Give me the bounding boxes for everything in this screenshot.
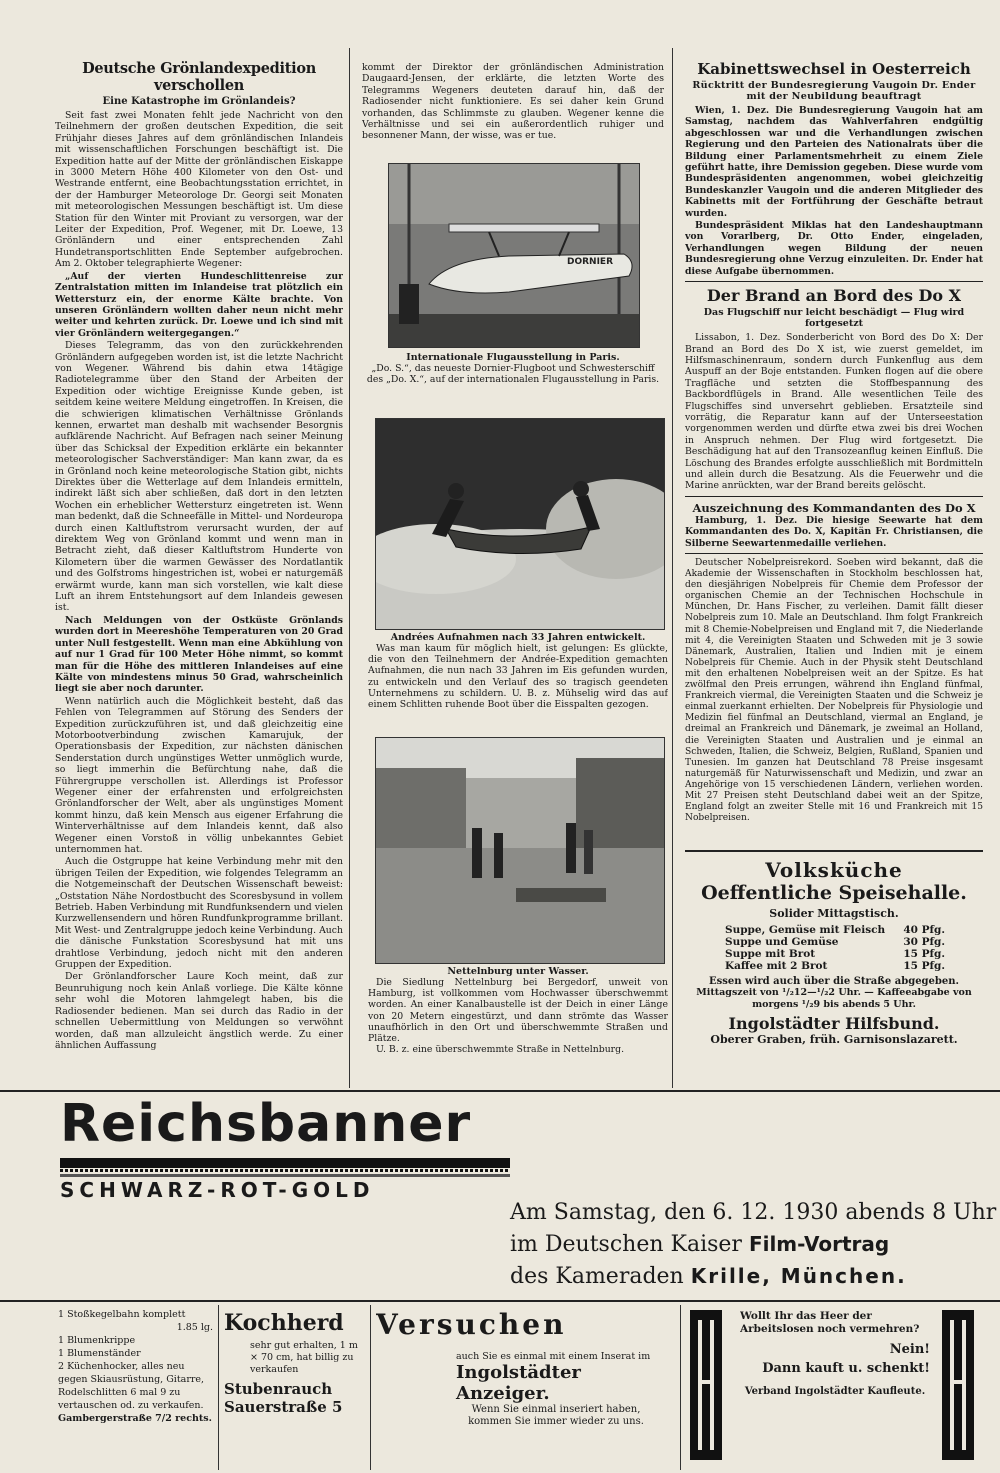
sale-item: gegen Skiausrüstung, Gitarre, Rodelschlitten 6 mal 9 zu vertauschen od. zu verkaufen. <box>58 1374 205 1411</box>
column-divider <box>680 1305 681 1470</box>
ad-address: Oberer Graben, früh. Garnisonslazarett. <box>710 1033 958 1046</box>
paragraph: kommt der Direktor der grönländischen Administration Daugaard-Jensen, der erklärte, die letzten Worte des Telegramms Wegeners deuteten darauf hin, daß der Radiosender nicht funktioniere. Es sei daher kein Grund vorhanden, das Schlimmste zu glauben. Wegener kenne die Verhältnisse und sei ein außerordentlich ruhiger und besonnener Mann, der wisse, was er tue. <box>362 62 664 142</box>
section-rule <box>0 1090 1000 1092</box>
ad-question: Wollt Ihr das Heer der Arbeitslosen noch vermehren? <box>740 1310 920 1335</box>
caption-title: Andrées Aufnahmen nach 33 Jahren entwickelt. <box>390 632 646 643</box>
ad-answer: Nein! <box>889 1342 930 1357</box>
paragraph: Hamburg, 1. Dez. Die hiesige Seewarte hat dem Kommandanten des Do. X, Kapitän Fr. Christiansen, die Silberne Seewartenmedaille verliehen. <box>685 514 983 549</box>
ad-kochherd <box>224 1310 364 1470</box>
sale-item: 1 Stoßkegelbahn komplett <box>58 1309 186 1320</box>
caption-title: Nettelnburg unter Wasser. <box>447 966 589 977</box>
sale-item-extra: 1.85 lg. <box>176 1322 213 1333</box>
sale-item: 1 Blumenkrippe <box>58 1335 136 1346</box>
caption-paris <box>362 352 664 416</box>
article-title-dox-fire: Der Brand an Bord des Do X <box>706 286 962 306</box>
ad-hours: Mittagszeit von ¹/₂12—¹/₂2 Uhr. — Kaffeeabgabe von morgens ¹/₂9 bis abends 5 Uhr. <box>696 987 972 1010</box>
paragraph: Der Grönlandforscher Laure Koch meint, daß zur Beunruhigung noch kein Anlaß vorliege. Die Kälte könne sehr wohl die Motoren lahmgelegt haben, bis die Radiosender bedienen. Man sei durch das Radio in der schnellen Uebermittlung von Meldungen so verwöhnt worden, daß man allzuleicht ängstlich werde. Zu einer ähnlichen Auffassung <box>55 971 343 1051</box>
caption-text: Was man kaum für möglich hielt, ist gelungen: Es glückte, die von den Teilnehmern der Andrée-Expedition gemachten Aufnahmen, die nun nach 33 Jahren im Eis gefunden wurden, zu entwickeln und den Verlauf des so tragisch geendeten Unternehmens zu schildern. U. B. z. Mühselig wird das auf einem Schlitten ruhende Boot über die Eisspalten gezogen. <box>368 643 668 711</box>
ad-title: Volksküche <box>765 858 903 882</box>
article-subtitle: Eine Katastrophe im Grönlandeis? <box>102 96 296 107</box>
article-title-dox-award: Auszeichnung des Kommandanten des Do X <box>692 500 976 515</box>
ad-text: sehr gut erhalten, 1 m × 70 cm, hat billig zu verkaufen <box>250 1340 358 1375</box>
reichsbanner-title: Reichsbanner <box>60 1094 472 1154</box>
sale-address: Gambergerstraße 7/2 rechts. <box>58 1413 212 1424</box>
sale-item: 1 Blumenständer <box>58 1348 141 1359</box>
section-rule <box>0 1300 1000 1302</box>
photo-lettering: DORNIER <box>567 257 614 267</box>
column-divider <box>370 1305 371 1470</box>
paragraph: Lissabon, 1. Dez. Sonderbericht von Bord des Do X: Der Brand an Bord des Do X ist, wie zuerst gemeldet, im Hilfsmaschinenraum, sondern durch Funkenflug aus dem Auspuff an der Boje entstanden. Funken flogen auf die obere Tragfläche und setzten die Stoffbespannung des Backbordflügels in Brand. Alle wesentlichen Teile des Flugschiffes sind unversehrt geblieben. Ersatzteile sind vorrätig, die Reparatur kann auf der Unterseestation vorgenommen werden und dürfte etwa zwei bis drei Wochen in Anspruch nehmen. Der Flug wird fortgesetzt. Die Beschädigung hat auf den Transozeanflug keinen Einfluß. Die Löschung des Brandes erfolgte ausschließlich mit Bordmitteln und allein durch die Besatzung. Als die Feuerwehr und die Marine anrückten, war der Brand bereits gelöscht. <box>685 332 983 492</box>
paragraph-nobel: Deutscher Nobelpreisrekord. Soeben wird bekannt, daß die Akademie der Wissenschaften in Stockholm beschlossen hat, den diesjährigen Nobelpreis für Chemie dem Professor der organischen Chemie an der Technischen Hochschule in München, Dr. Hans Fischer, zu verleihen. Damit fällt dieser Nobelpreis zum 10. Male an Deutschland. Ihm folgt Frankreich mit 8 Chemie-Nobelpreisen und England mit 7, die Niederlande mit 4, die Vereinigten Staaten und Schweden mit je 3 sowie Dänemark, Australien, Italien und Indien mit je einem Nobelpreis für Chemie. Auch in der Physik steht Deutschland mit den erhaltenen Nobelpreisen weit an der Spitze. Es hat zwölfmal den Preis errungen, während ihn England fünfmal, Frankreich viermal, die Vereinigten Staaten und die Schweiz je einmal zuerkannt erhielten. Der Nobelpreis für Physiologie und Medizin fiel fünfmal an Deutschland, viermal an England, je dreimal an Frankreich und Dänemark, je zweimal an Holland, die Vereinigten Staaten und Australien und je einmal an Schweden, Italien, die Schweiz, Belgien, Rußland, Spanien und Tunesien. Im ganzen hat Deutschland 78 Preise insgesamt naturgemäß für Naturwissenschaft und Medizin, und zwar an Angehörige von 15 verschiedenen Ländern, verliehen worden. Mit 27 Preisen steht Deutschland dabei weit an der Spitze, England folgt an zweiter Stelle mit 16 und Frankreich mit 15 Nobelpreisen. <box>685 558 983 824</box>
price-row: Suppe und Gemüse 30 Pfg. <box>725 936 945 948</box>
column-divider-1 <box>349 48 350 1088</box>
article-subtitle: Rücktritt der Bundesregierung Vaugoin Dr. Ender mit der Neubildung beauftragt <box>692 80 976 102</box>
ornament-graphic <box>686 1310 726 1460</box>
ad-ornament <box>686 1310 726 1460</box>
article-subtitle: Das Flugschiff nur leicht beschädigt — Flug wird fortgesetzt <box>703 307 965 330</box>
caption-text: Die Siedlung Nettelnburg bei Bergedorf, unweit von Hamburg, ist vollkommen vom Hochwasser überschwemmt worden. An einer Kanalbaustelle ist der Deich in einer Länge von 20 Metern eingestürzt, und dann strömte das Wasser unaufhörlich in den Ort und überschwemmte Straßen und Plätze. <box>368 977 668 1045</box>
sale-item: 2 Küchenhocker, alles neu <box>58 1361 185 1372</box>
column-news <box>685 60 983 850</box>
ad-subtitle: Solider Mittagstisch. <box>769 907 899 920</box>
ad-volkskueche <box>685 850 983 1084</box>
ad-versuchen <box>376 1308 676 1468</box>
article-greenland-expedition <box>55 60 343 1090</box>
caption-text: U. B. z. eine überschwemmte Straße in Nettelnburg. <box>376 1044 625 1056</box>
photo-dornier-flying-boat <box>388 163 640 348</box>
ad-title: Oeffentliche Speisehalle. <box>701 882 967 904</box>
article-title: Deutsche Grönlandexpedition verschollen <box>82 60 316 94</box>
ad-newspaper-name: Ingolstädter Anzeiger. <box>456 1362 581 1404</box>
banner-gray-stripe <box>60 1174 510 1177</box>
divider <box>685 496 983 497</box>
banner-black-stripe <box>60 1158 510 1168</box>
ad-organization: Ingolstädter Hilfsbund. <box>728 1014 940 1033</box>
divider <box>685 281 983 282</box>
ad-title: Kochherd <box>224 1310 344 1336</box>
price-list <box>725 924 945 972</box>
caption-nettelnburg <box>368 966 668 1091</box>
banner-hatched-stripe <box>60 1169 510 1172</box>
article-continuation <box>362 62 664 152</box>
paragraph-bold: Nach Meldungen von der Ostküste Grönlands wurden dort in Meereshöhe Temperaturen von 20 Grad unter Null festgestellt. Wenn man eine Abkühlung von auf nur 1 Grad für 100 Meter Höhe nimmt, so kommt man für die Höhe des mittleren Inlandeises auf eine Kälte von mindestens minus 50 Grad, wahrscheinlich liegt sie aber noch darunter. <box>55 614 343 695</box>
caption-title: Internationale Flugausstellung in Paris. <box>406 352 620 363</box>
reichsbanner-subtitle: SCHWARZ-ROT-GOLD <box>60 1178 375 1202</box>
photo-andree-boat <box>375 418 665 630</box>
paragraph: Bundespräsident Miklas hat den Landeshauptmann von Vorarlberg, Dr. Otto Ender, eingeladen, Verhandlungen wegen Bildung der neuen Bundesregierung ohne Verzug einzuleiten. Dr. Ender hat diese Aufgabe übernommen. <box>685 220 983 277</box>
event-line-1: Am Samstag, den 6. 12. 1930 abends 8 Uhr <box>510 1200 997 1225</box>
column-divider <box>218 1305 219 1470</box>
price-row: Suppe mit Brot 15 Pfg. <box>725 948 945 960</box>
ad-organization: Verband Ingolstädter Kaufleute. <box>744 1386 926 1397</box>
ad-arbeitslose <box>740 1310 930 1465</box>
paragraph: Wenn natürlich auch die Möglichkeit besteht, daß das Fehlen von Telegrammen auf Störung des Senders der Expedition zurückzuführen ist, und daß gleichzeitig eine Motorbootverbindung zwischen Kamarujuk, der Operationsbasis der Expedition, zur nächsten dänischen Senderstation durch ungünstiges Wetter unmöglich wurde, so liegt immerhin die Befürchtung nahe, daß die Führergruppe verschollen ist. Allerdings ist Professor Wegener einer der erfahrensten und erfolgreichsten Grönlandforscher der Welt, aber als ungünstiges Moment kommt hinzu, daß kein Mensch aus eigener Erfahrung die Winterverhältnisse auf dem Inlandeis kennt, daß also Wegener einen Vorstoß in völlig unbekanntes Gebiet unternommen hat. <box>55 695 343 855</box>
ad-text: auch Sie es einmal mit einem Inserat im <box>456 1351 651 1362</box>
paragraph: Wien, 1. Dez. Die Bundesregierung Vaugoin hat am Samstag, nachdem das Wahlverfahren endgültig abgeschlossen war und die Verhandlungen zwischen Regierung und den Parteien des Nationalrats über die Bildung einer Parlamentsmehrheit zu einem Ziele geführt hatte, ihre Demission gegeben. Diese wurde vom Bundespräsidenten angenommen, wobei gleichzeitig Bundeskanzler Vaugoin und die anderen Mitglieder des Kabinetts mit der Fortführung der Geschäfte betraut wurden. <box>685 105 983 219</box>
event-line-3: des Kameraden Krille, München. <box>510 1264 907 1289</box>
ad-sale-items <box>58 1308 213 1468</box>
ad-name: Stubenrauch <box>224 1380 333 1398</box>
quote-paragraph: „Auf der vierten Hundeschlittenreise zur Zentralstation mitten im Inlandeise trat plötzlich ein Wettersturz ein, der enorme Kälte brachte. Von unseren Grönländern wollten daher neun nicht mehr weiter und kehrten zurück. Dr. Loewe und ich sind mit vier Grönländern weitergegangen.“ <box>55 270 343 339</box>
paragraph: Auch die Ostgruppe hat keine Verbindung mehr mit den übrigen Teilen der Expedition, wie folgendes Telegramm an die Notgemeinschaft der Deutschen Wissenschaft beweist: „Oststation Nähe Nordostbucht des Scoresbysund in vollem Betrieb. Haben Verbindung mit Rundfunksendern und vielen Kurzwellensendern und hören Rundfunkprogramme brillant. Mit West- und Zentralgruppe jedoch keine Verbindung. Auch die dänische Funkstation Scoresbysund hat mit uns drahtlose Verbindung, jedoch nicht mit den anderen Gruppen der Expedition. <box>55 856 343 971</box>
price-row: Kaffee mit 2 Brot 15 Pfg. <box>725 960 945 972</box>
paragraph: Dieses Telegramm, das von den zurückkehrenden Grönländern aufgegeben worden ist, ist die letzte Nachricht von Wegener. Während bis dahin etwa 14tägige Radiotelegramme über den Stand der Arbeiten der Expedition oder wichtige Ereignisse Kunde geben, ist seitdem keine weitere Meldung eingetroffen. In Kreisen, die die schwierigen klimatischen Verhältnisse Grönlands kennen, erwartet man deshalb mit wachsender Besorgnis aufklärende Nachricht. Auf Befragen nach seiner Meinung über das Schicksal der Expedition erklärte ein bekannter meteorologischer Sachverständiger: Man kann zwar, da es in Grönland noch keine meteorologische Station gibt, nichts Direktes über die Wetterlage auf dem Inlandeis ermitteln, indirekt läßt sich aber schließen, daß dort in den letzten Wochen ein erheblicher Wettersturz eingetreten ist. Wenn man bedenkt, daß die Schneefälle in Mittel- und Nordeuropa durch einen Kaltluftstrom verursacht wurden, der auf direktem Weg von Grönland kommt und wenn man in Betracht zieht, daß dieser Kaltluftstrom Hunderte von Kilometern über die warmen Gewässer des Nordatlantik und des Golfstroms hingestrichen ist, wobei er naturgemäß erwärmt wurde, kann man sich vorstellen, wie kalt diese Luft an ihrem Entstehungsort auf dem Inlandeis gewesen ist. <box>55 340 343 614</box>
price-row: Suppe, Gemüse mit Fleisch 40 Pfg. <box>725 924 945 936</box>
caption-andree <box>368 632 668 736</box>
ad-call: Dann kauft u. schenkt! <box>762 1361 930 1376</box>
caption-text: „Do. S.“, das neueste Dornier-Flugboot und Schwesterschiff des „Do. X.“, auf der internationalen Flugausstellung in Paris. <box>366 363 660 386</box>
ad-ornament <box>938 1310 978 1460</box>
column-divider-2 <box>672 48 673 1088</box>
ad-title: Versuchen <box>376 1308 567 1341</box>
ornament-graphic <box>938 1310 978 1460</box>
ad-address: Sauerstraße 5 <box>224 1398 343 1416</box>
event-line-2: im Deutschen Kaiser Film-Vortrag <box>510 1232 890 1257</box>
paragraph: Seit fast zwei Monaten fehlt jede Nachricht von den Teilnehmern der großen deutschen Expedition, die seit Frühjahr dieses Jahres auf dem grönländischen Inlandeis mit wissenschaftlichen Forschungen beschäftigt ist. Die Expedition hatte auf der Mitte der grönländischen Eiskappe in 3000 Metern Höhe 400 Kilometer von den Ost- und Westrande entfernt, eine Beobachtungsstation errichtet, in der der Hamburger Meteorologe Dr. Georgi seit Monaten mit meteorologischen Messungen beschäftigt ist. Um diese Station für den Winter mit Proviant zu versorgen, war der Leiter der Expedition, Prof. Wegener, mit Dr. Loewe, 13 Grönländern und einer entsprechenden Zahl Hundetransportschlitten Ende September aufgebrochen. Am 2. Oktober telegraphierte Wegener: <box>55 110 343 270</box>
ad-text: Wenn Sie einmal inseriert haben, kommen Sie immer wieder zu uns. <box>468 1404 644 1427</box>
photo-nettelnburg-flood <box>375 737 665 964</box>
article-title-austria: Kabinettswechsel in Oesterreich <box>697 60 971 78</box>
ad-note: Essen wird auch über die Straße abgegeben. <box>708 976 960 987</box>
divider <box>685 553 983 554</box>
